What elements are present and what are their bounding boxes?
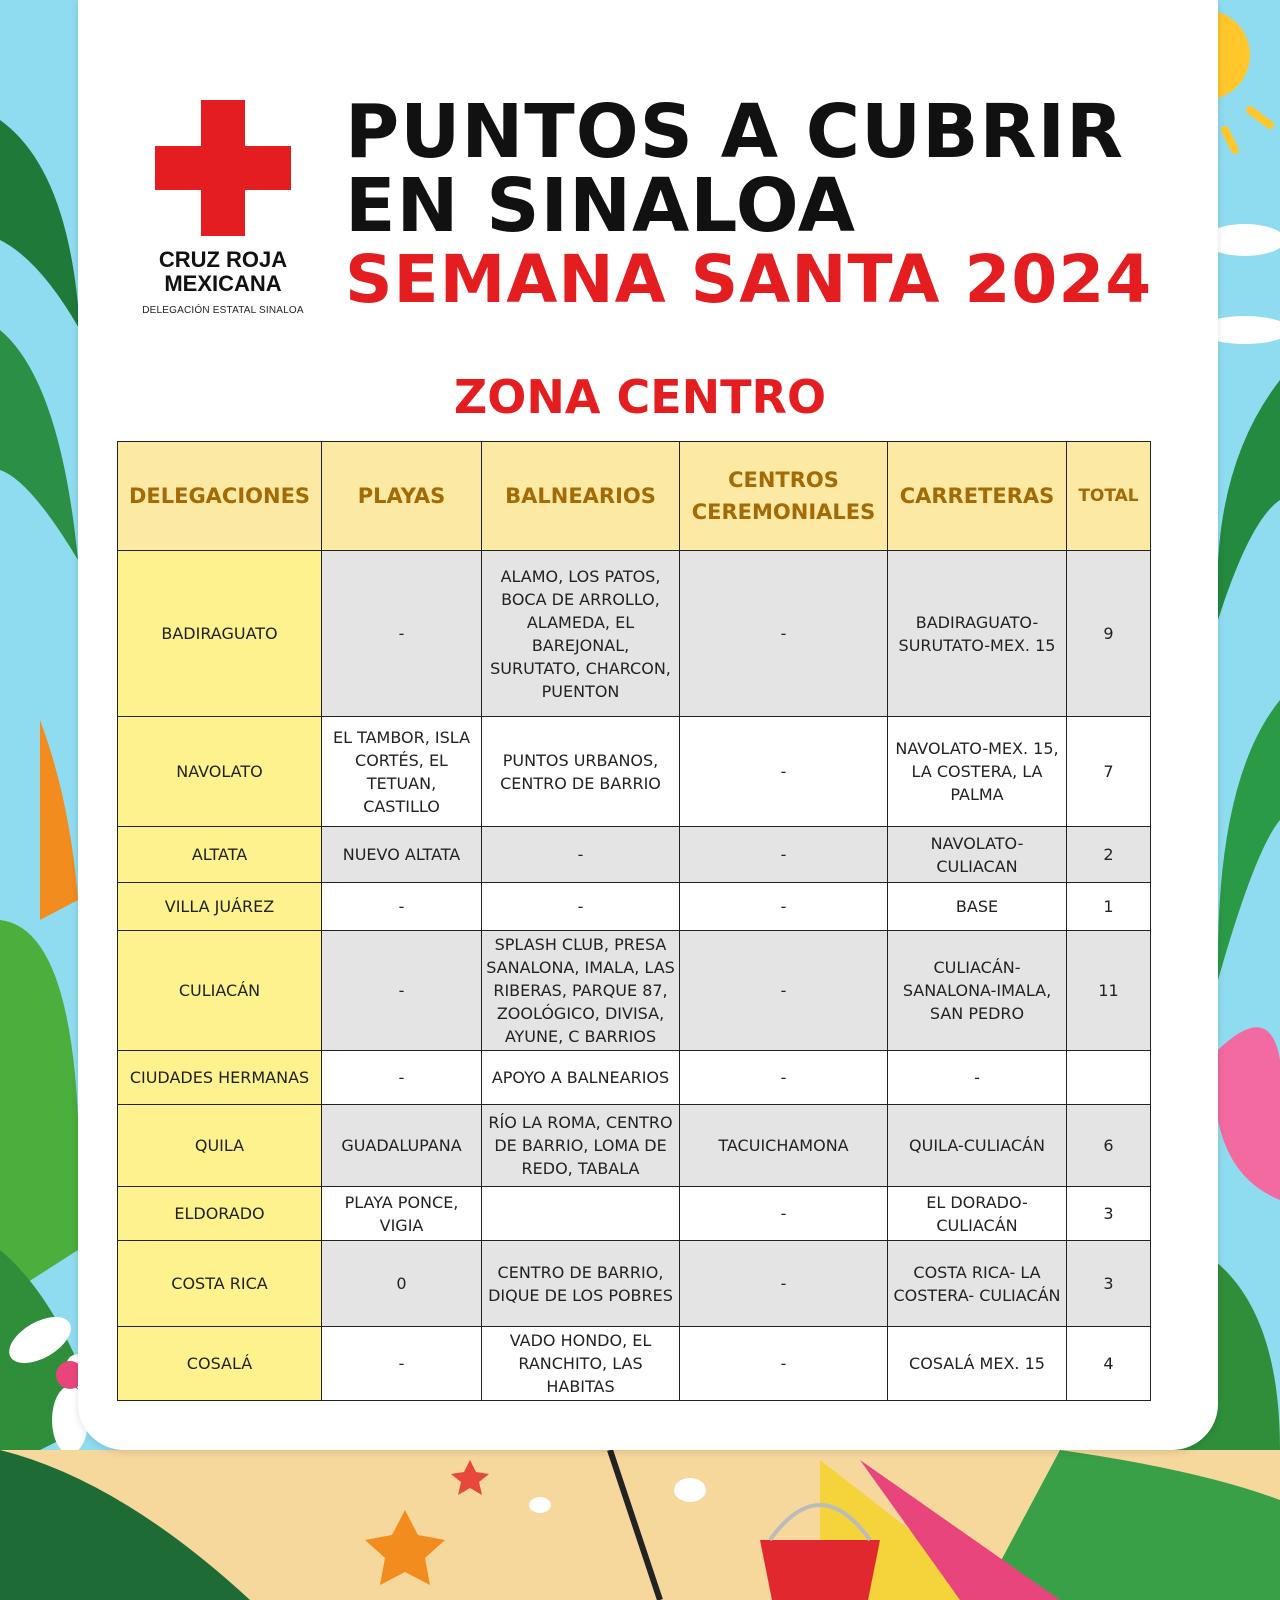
cell-total: 1: [1067, 883, 1151, 931]
cell-total: 4: [1067, 1327, 1151, 1401]
cell-delegacion: BADIRAGUATO: [118, 551, 322, 717]
table-row: [118, 1327, 1151, 1401]
header-balnearios: BALNEARIOS: [482, 442, 680, 551]
cell-delegacion: QUILA: [118, 1105, 322, 1187]
table-row: [118, 1187, 1151, 1241]
table-row: [118, 931, 1151, 1051]
table-row: [118, 551, 1151, 717]
cell-delegacion: ELDORADO: [118, 1187, 322, 1241]
header-centros: CENTROS CEREMONIALES: [680, 442, 888, 551]
red-cross-icon: [155, 100, 291, 236]
cell-delegacion: VILLA JUÁREZ: [118, 883, 322, 931]
cell-playas: -: [322, 551, 482, 717]
cell-centros: TACUICHAMONA: [680, 1105, 888, 1187]
cell-carreteras: EL DORADO-CULIACÁN: [888, 1187, 1067, 1241]
cell-playas: PLAYA PONCE, VIGIA: [322, 1187, 482, 1241]
cell-playas: NUEVO ALTATA: [322, 827, 482, 883]
table-row: [118, 1051, 1151, 1105]
table-row: [118, 1105, 1151, 1187]
cell-playas: 0: [322, 1241, 482, 1327]
cell-centros: -: [680, 1187, 888, 1241]
cell-carreteras: BASE: [888, 883, 1067, 931]
cell-playas: -: [322, 883, 482, 931]
cell-centros: -: [680, 1051, 888, 1105]
title-line2: EN SINALOA: [345, 163, 856, 249]
table-header-row: [118, 442, 1151, 551]
cell-total: 6: [1067, 1105, 1151, 1187]
cell-carreteras: BADIRAGUATO-SURUTATO-MEX. 15: [888, 551, 1067, 717]
cell-centros: -: [680, 551, 888, 717]
cell-centros: -: [680, 883, 888, 931]
cell-playas: GUADALUPANA: [322, 1105, 482, 1187]
cell-total: 2: [1067, 827, 1151, 883]
logo-name-line1: CRUZ ROJA: [158, 247, 288, 272]
table-row: [118, 883, 1151, 931]
cell-centros: -: [680, 1327, 888, 1401]
cell-balnearios: -: [482, 883, 680, 931]
cell-carreteras: QUILA-CULIACÁN: [888, 1105, 1067, 1187]
table-row: [118, 717, 1151, 827]
cell-balnearios: CENTRO DE BARRIO, DIQUE DE LOS POBRES: [482, 1241, 680, 1327]
cell-carreteras: NAVOLATO-MEX. 15, LA COSTERA, LA PALMA: [888, 717, 1067, 827]
title-line3: SEMANA SANTA 2024: [345, 241, 1153, 318]
cell-total: 11: [1067, 931, 1151, 1051]
cell-carreteras: -: [888, 1051, 1067, 1105]
header-delegaciones: DELEGACIONES: [118, 442, 322, 551]
cell-delegacion: ALTATA: [118, 827, 322, 883]
cell-total: 7: [1067, 717, 1151, 827]
cell-balnearios: SPLASH CLUB, PRESA SANALONA, IMALA, LAS RIBERAS, PARQUE 87, ZOOLÓGICO, DIVISA, AYUNE, C BARRIOS: [482, 931, 680, 1051]
cell-centros: -: [680, 827, 888, 883]
table-row: [118, 827, 1151, 883]
coverage-table: [117, 441, 1151, 1401]
cell-playas: -: [322, 931, 482, 1051]
cell-carreteras: COSTA RICA- LA COSTERA- CULIACÁN: [888, 1241, 1067, 1327]
cell-centros: -: [680, 717, 888, 827]
cell-balnearios: VADO HONDO, EL RANCHITO, LAS HABITAS: [482, 1327, 680, 1401]
cell-total: 3: [1067, 1241, 1151, 1327]
cell-balnearios: -: [482, 827, 680, 883]
logo-name-line2: MEXICANA: [164, 271, 282, 296]
cell-delegacion: NAVOLATO: [118, 717, 322, 827]
cell-delegacion: CIUDADES HERMANAS: [118, 1051, 322, 1105]
shell-icon: [529, 1497, 551, 1513]
cell-centros: -: [680, 931, 888, 1051]
cell-delegacion: COSALÁ: [118, 1327, 322, 1401]
cell-balnearios: [482, 1187, 680, 1241]
cell-playas: -: [322, 1327, 482, 1401]
section-title: ZONA CENTRO: [453, 370, 827, 424]
cell-carreteras: CULIACÁN-SANALONA-IMALA, SAN PEDRO: [888, 931, 1067, 1051]
cell-balnearios: RÍO LA ROMA, CENTRO DE BARRIO, LOMA DE REDO, TABALA: [482, 1105, 680, 1187]
logo-name: [138, 248, 308, 296]
title-line1: PUNTOS A CUBRIR: [345, 89, 1125, 175]
logo-subtitle: DELEGACIÓN ESTATAL SINALOA: [142, 305, 304, 316]
cell-playas: -: [322, 1051, 482, 1105]
header-total: TOTAL: [1067, 442, 1151, 551]
cell-balnearios: PUNTOS URBANOS, CENTRO DE BARRIO: [482, 717, 680, 827]
cell-carreteras: COSALÁ MEX. 15: [888, 1327, 1067, 1401]
cell-total: [1067, 1051, 1151, 1105]
cell-delegacion: COSTA RICA: [118, 1241, 322, 1327]
cell-centros: -: [680, 1241, 888, 1327]
cell-playas: EL TAMBOR, ISLA CORTÉS, EL TETUAN, CASTILLO: [322, 717, 482, 827]
cell-total: 9: [1067, 551, 1151, 717]
main-title: [345, 89, 1153, 318]
cell-total: 3: [1067, 1187, 1151, 1241]
header-playas: PLAYAS: [322, 442, 482, 551]
cell-delegacion: CULIACÁN: [118, 931, 322, 1051]
cell-balnearios: ALAMO, LOS PATOS, BOCA DE ARROLLO, ALAMEDA, EL BAREJONAL, SURUTATO, CHARCON, PUENTON: [482, 551, 680, 717]
shell-icon: [674, 1478, 706, 1502]
header-carreteras: CARRETERAS: [888, 442, 1067, 551]
cruz-roja-logo: [138, 100, 308, 316]
table-row: [118, 1241, 1151, 1327]
cell-carreteras: NAVOLATO-CULIACAN: [888, 827, 1067, 883]
cell-balnearios: APOYO A BALNEARIOS: [482, 1051, 680, 1105]
